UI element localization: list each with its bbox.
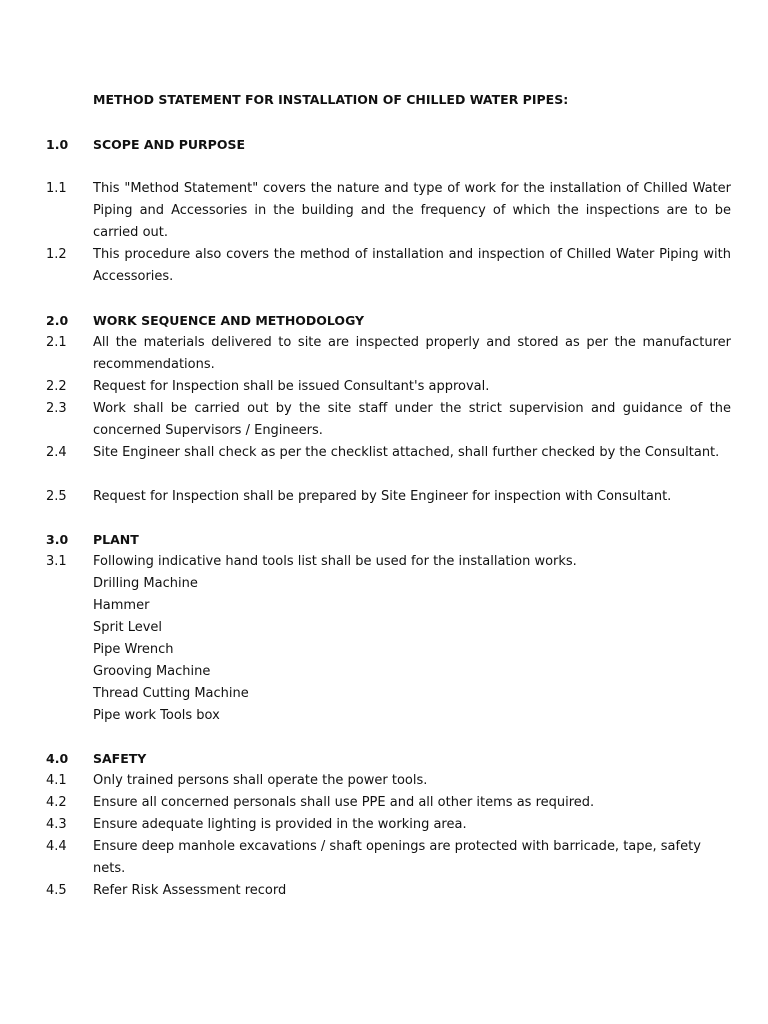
item-number: 2.3 — [46, 401, 67, 416]
section-title: SAFETY — [93, 751, 147, 766]
tool-item: Thread Cutting Machine — [93, 686, 249, 701]
item-number: 4.5 — [46, 883, 67, 898]
section-number: 1.0 — [46, 137, 69, 152]
item-text: Work shall be carried out by the site staff under the strict supervision and guidance of the concerned Supervisors / Engineers. — [93, 401, 731, 438]
section-title: SCOPE AND PURPOSE — [93, 137, 245, 152]
item-number: 2.4 — [46, 445, 67, 460]
tool-item: Pipe Wrench — [93, 642, 174, 657]
item-number: 4.3 — [46, 817, 67, 832]
item-number: 2.1 — [46, 335, 67, 350]
tool-item: Grooving Machine — [93, 664, 211, 679]
section-number: 3.0 — [46, 532, 69, 547]
tool-item: Pipe work Tools box — [93, 708, 220, 723]
item-text: Only trained persons shall operate the power tools. — [93, 773, 428, 788]
section-number: 2.0 — [46, 313, 69, 328]
item-number: 3.1 — [46, 554, 67, 569]
section-title: WORK SEQUENCE AND METHODOLOGY — [93, 313, 365, 328]
tool-item: Hammer — [93, 598, 150, 613]
item-number: 1.2 — [46, 247, 67, 262]
item-text: Ensure all concerned personals shall use PPE and all other items as required. — [93, 795, 595, 810]
item-number: 4.1 — [46, 773, 67, 788]
document-title: METHOD STATEMENT FOR INSTALLATION OF CHILLED WATER PIPES: — [93, 92, 569, 107]
item-number: 4.4 — [46, 839, 67, 854]
item-text: Refer Risk Assessment record — [93, 883, 287, 898]
item-text: Ensure adequate lighting is provided in the working area. — [93, 817, 467, 832]
tool-item: Drilling Machine — [93, 576, 198, 591]
section-title: PLANT — [93, 532, 139, 547]
item-number: 1.1 — [46, 181, 67, 196]
item-text: Site Engineer shall check as per the checklist attached, shall further checked by the Consultant. — [93, 445, 720, 460]
item-text: This procedure also covers the method of installation and inspection of Chilled Water Piping with Accessories. — [93, 247, 731, 284]
section-number: 4.0 — [46, 751, 69, 766]
item-text: Request for Inspection shall be issued Consultant's approval. — [93, 379, 490, 394]
item-text: Request for Inspection shall be prepared by Site Engineer for inspection with Consultant. — [93, 489, 672, 504]
item-text: Following indicative hand tools list shall be used for the installation works. — [93, 554, 577, 569]
item-text: This "Method Statement" covers the nature and type of work for the installation of Chilled Water Piping and Accessories in the building and the frequency of which the inspections are to be carried out. — [93, 181, 731, 240]
item-text: All the materials delivered to site are inspected properly and stored as per the manufacturer recommendations. — [93, 335, 731, 372]
item-number: 2.2 — [46, 379, 67, 394]
item-text: Ensure deep manhole excavations / shaft openings are protected with barricade, tape, safety nets. — [93, 839, 701, 876]
tool-item: Sprit Level — [93, 620, 163, 635]
item-number: 4.2 — [46, 795, 67, 810]
item-number: 2.5 — [46, 489, 67, 504]
